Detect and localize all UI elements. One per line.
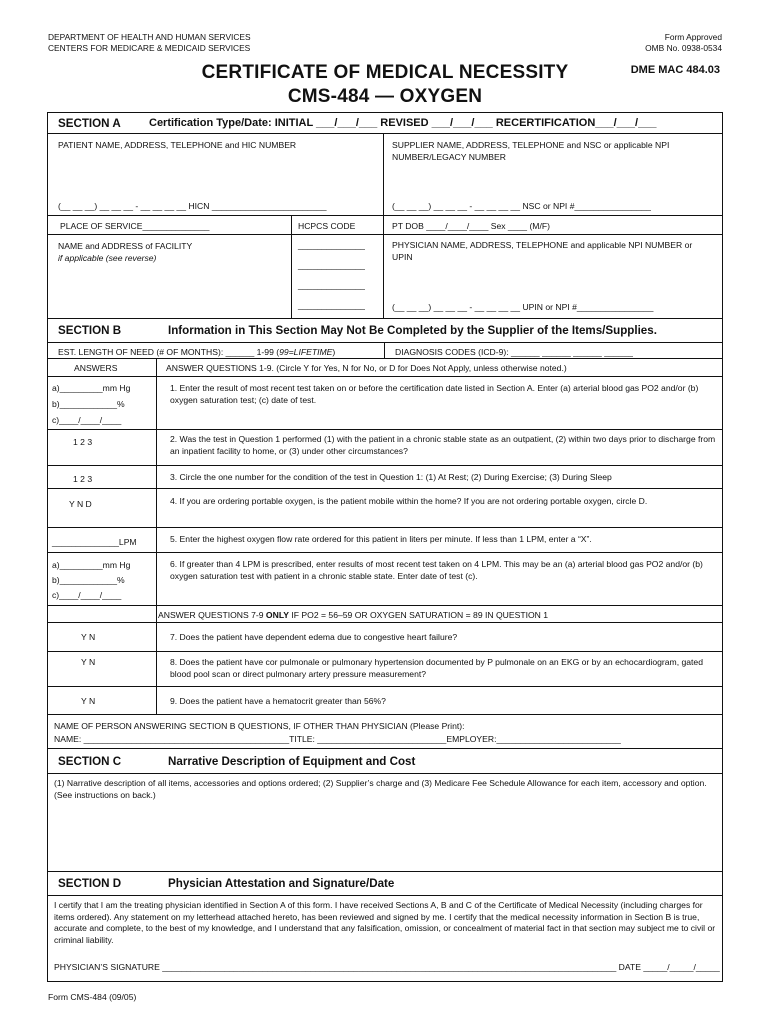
q6-answer-c[interactable]: c)____/____/____ bbox=[52, 590, 122, 600]
section-d-label: SECTION D bbox=[58, 877, 122, 890]
physician-attestation: I certify that I am the treating physician identified in Section A of this form. I have received Sections A, B and C of the Certificate of Medical Necessity (including charges for items ordered). Any statement on my letterhead attached hereto, has been reviewed and signed by me. I certify that the medical necessity information in Section B is true, accurate and complete, to the best of my knowledge, and I understand that any falsification, omission, or concealment of material fact in that section may subject me to civil or criminal liability. bbox=[54, 900, 716, 945]
omb-number: OMB No. 0938-0534 bbox=[645, 43, 722, 53]
form-subtitle: CMS-484 — OXYGEN bbox=[287, 86, 483, 107]
hcpcs-blank-2[interactable]: ______________ bbox=[298, 260, 365, 270]
question-1: 1. Enter the result of most recent test taken on or before the certification date listed in Section A. Enter (a) arterial blood gas PO2 and/or (b) oxygen saturation test; (c) date of test. bbox=[170, 383, 699, 405]
q7-answer-options[interactable]: Y N bbox=[81, 632, 96, 642]
questions-instructions: ANSWER QUESTIONS 1-9. (Circle Y for Yes, N for No, or D for Does Not Apply, unless otherwise noted.) bbox=[166, 363, 567, 373]
hcpcs-blank-4[interactable]: ______________ bbox=[298, 300, 365, 310]
section-b-label: SECTION B bbox=[58, 324, 122, 337]
form-number-footer: Form CMS-484 (09/05) bbox=[48, 992, 137, 1002]
q4-answer-options[interactable]: Y N D bbox=[69, 499, 92, 509]
supplier-phone-nsc[interactable]: (__ __ __) __ __ __ - __ __ __ __ NSC or NPI #________________ bbox=[392, 201, 651, 211]
physician-phone-upin[interactable]: (__ __ __) __ __ __ - __ __ __ __ UPIN or NPI #________________ bbox=[392, 302, 654, 312]
est-length-of-need[interactable]: EST. LENGTH OF NEED (# OF MONTHS): ______ 1-99 (99=LIFETIME) bbox=[58, 347, 336, 357]
hcpcs-code-label: HCPCS CODE bbox=[298, 221, 356, 231]
q8-answer-options[interactable]: Y N bbox=[81, 657, 96, 667]
form-title: CERTIFICATE OF MEDICAL NECESSITY bbox=[201, 62, 569, 83]
dme-mac-code: DME MAC 484.03 bbox=[630, 64, 720, 76]
hcpcs-blank-1[interactable]: ______________ bbox=[298, 240, 365, 250]
patient-info-label: PATIENT NAME, ADDRESS, TELEPHONE and HIC NUMBER bbox=[58, 140, 297, 150]
question-2: 2. Was the test in Question 1 performed (1) with the patient in a chronic stable state as an outpatient, (2) within two days prior to discharge from an inpatient facility to home, or (3) under other circumstances? bbox=[170, 434, 716, 456]
question-5: 5. Enter the highest oxygen flow rate ordered for this patient in liters per minute. If less than 1 LPM, enter a “X”. bbox=[170, 534, 592, 544]
section-b-title: Information in This Section May Not Be Completed by the Supplier of the Items/Supplies. bbox=[168, 324, 657, 337]
facility-note: if applicable (see reverse) bbox=[58, 253, 157, 263]
q5-answer-lpm[interactable]: ______________LPM bbox=[52, 537, 137, 547]
agency-header bbox=[48, 32, 251, 54]
patient-phone-hicn[interactable]: (__ __ __) __ __ __ - __ __ __ __ HICN ________________________ bbox=[58, 201, 327, 211]
q1-answer-a[interactable]: a)_________mm Hg bbox=[52, 383, 131, 393]
dept-line1: DEPARTMENT OF HEALTH AND HUMAN SERVICES bbox=[48, 32, 251, 42]
omb-header bbox=[645, 32, 722, 54]
form-approved: Form Approved bbox=[664, 32, 722, 42]
hcpcs-blank-3[interactable]: ______________ bbox=[298, 280, 365, 290]
cmn-form bbox=[47, 112, 723, 982]
section-c-instructions: (1) Narrative description of all items, accessories and options ordered; (2) Supplier’s charge and (3) Medicare Fee Schedule Allowance for each item, accessory and option. (See instructions on back.) bbox=[54, 778, 707, 800]
q6-answer-b[interactable]: b)____________% bbox=[52, 575, 125, 585]
certification-type-line[interactable]: Certification Type/Date: INITIAL ___/___/___ REVISED ___/___/___ RECERTIFICATION___/___/___ bbox=[149, 117, 657, 129]
q9-answer-options[interactable]: Y N bbox=[81, 696, 96, 706]
q6-answer-a[interactable]: a)_________mm Hg bbox=[52, 560, 131, 570]
question-8: 8. Does the patient have cor pulmonale or pulmonary hypertension documented by P pulmonale on an EKG or by an echocardiogram, gated blood pool scan or direct pulmonary artery pressure measurement? bbox=[170, 657, 703, 679]
dept-line2: CENTERS FOR MEDICARE & MEDICAID SERVICES bbox=[48, 43, 251, 53]
q1-answer-b[interactable]: b)____________% bbox=[52, 399, 125, 409]
q7-9-instructions: ANSWER QUESTIONS 7-9 ONLY IF PO2 = 56–59 OR OXYGEN SATURATION = 89 IN QUESTION 1 bbox=[158, 610, 549, 620]
facility-label: NAME and ADDRESS of FACILITY bbox=[58, 241, 193, 251]
section-a-label: SECTION A bbox=[58, 117, 121, 130]
question-4: 4. If you are ordering portable oxygen, is the patient mobile within the home? If you are not ordering portable oxygen, circle D. bbox=[170, 496, 648, 506]
section-d-title: Physician Attestation and Signature/Date bbox=[168, 877, 395, 890]
answering-person-label: NAME OF PERSON ANSWERING SECTION B QUESTIONS, IF OTHER THAN PHYSICIAN (Please Print): bbox=[54, 721, 465, 731]
question-3: 3. Circle the one number for the condition of the test in Question 1: (1) At Rest; (2) During Exercise; (3) During Sleep bbox=[170, 472, 612, 482]
section-c-label: SECTION C bbox=[58, 755, 122, 768]
q2-answer-options[interactable]: 1 2 3 bbox=[73, 437, 93, 447]
q1-answer-c[interactable]: c)____/____/____ bbox=[52, 415, 122, 425]
answering-person-fields[interactable]: NAME: ___________________________________________TITLE: ___________________________EMPLOYER:__________________________ bbox=[54, 734, 621, 744]
question-7: 7. Does the patient have dependent edema due to congestive heart failure? bbox=[170, 632, 458, 642]
patient-dob-sex[interactable]: PT DOB ____/____/____ Sex ____ (M/F) bbox=[392, 221, 550, 231]
physician-signature-date[interactable]: PHYSICIAN’S SIGNATURE _______________________________________________________________________________________________ DATE _____/_____/_____ bbox=[54, 962, 720, 972]
question-6: 6. If greater than 4 LPM is prescribed, enter results of most recent test taken on 4 LPM. This may be an (a) arterial blood gas PO2 and/or (b) oxygen saturation test with patient in a chronic stable state. Enter date of test (c). bbox=[170, 559, 703, 581]
diagnosis-codes[interactable]: DIAGNOSIS CODES (ICD-9): ______ ______ ______ ______ bbox=[395, 347, 633, 357]
place-of-service[interactable]: PLACE OF SERVICE______________ bbox=[60, 221, 210, 231]
question-9: 9. Does the patient have a hematocrit greater than 56%? bbox=[170, 696, 386, 706]
physician-info-label: PHYSICIAN NAME, ADDRESS, TELEPHONE and applicable NPI NUMBER or UPIN bbox=[392, 240, 693, 262]
section-c-title: Narrative Description of Equipment and Cost bbox=[168, 755, 416, 768]
supplier-info-label: SUPPLIER NAME, ADDRESS, TELEPHONE and NSC or applicable NPI NUMBER/LEGACY NUMBER bbox=[392, 140, 670, 162]
q3-answer-options[interactable]: 1 2 3 bbox=[73, 474, 93, 484]
answers-header: ANSWERS bbox=[74, 363, 118, 373]
